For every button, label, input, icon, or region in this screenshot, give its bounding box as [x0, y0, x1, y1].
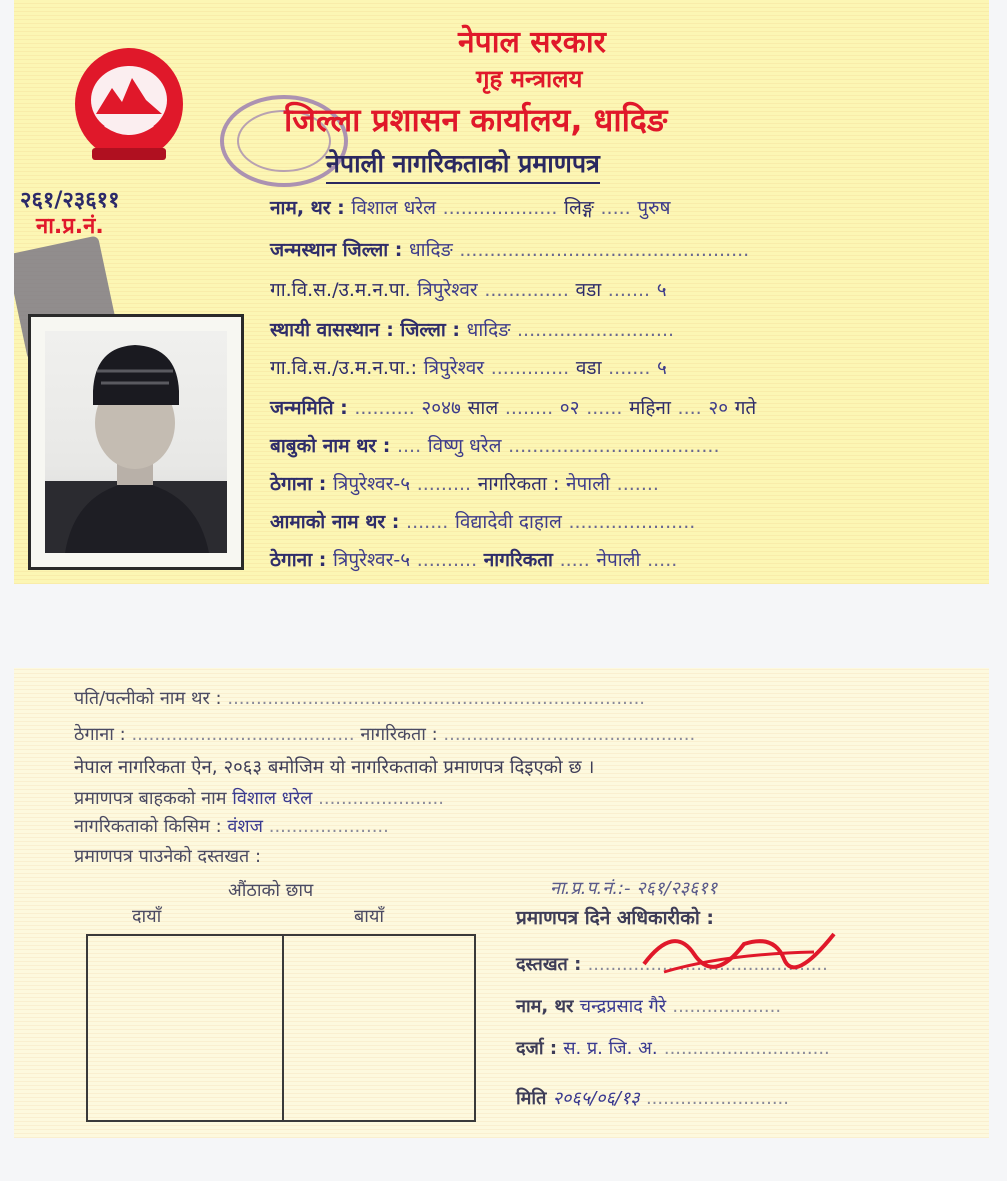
dob-day-label: गते [734, 397, 757, 419]
sex-label: लिङ्ग [564, 197, 594, 219]
father-address-row: ठेगाना : त्रिपुरेश्वर-५ ......... नागरिकता : नेपाली ....... [270, 473, 659, 495]
permanent-ward-value: ५ [657, 357, 667, 379]
signature-scribble-icon [634, 914, 854, 984]
left-thumb-label: बायाँ [354, 906, 385, 927]
spouse-citizenship-label: नागरिकता : [360, 724, 438, 745]
permanent-address-row: स्थायी वासस्थान : जिल्ला : धादिङ .......................... [270, 319, 675, 341]
dob-month-label: महिना [629, 397, 671, 419]
date-row: मिति २०६५/०६/१३ ......................... [516, 1088, 789, 1109]
date-label: मिति [516, 1088, 547, 1109]
spouse-address-label: ठेगाना : [74, 724, 126, 745]
mother-citizenship-label: नागरिकता [483, 549, 553, 571]
rank-row: दर्जा : स. प्र. जि. अ. ............................. [516, 1038, 830, 1059]
thumbprint-divider [282, 936, 284, 1120]
dob-month: ०२ [559, 397, 580, 419]
father-value: विष्णु धरेल [427, 435, 502, 457]
issuer-signature-row: दस्तखत : .......................................... [516, 954, 828, 975]
certificate-number-label: ना.प्र.नं. [36, 214, 104, 239]
document-title: नेपाली नागरिकताको प्रमाणपत्र [326, 146, 600, 184]
vdc-row: गा.वि.स./उ.म.न.पा. त्रिपुरेश्वर .............. वडा ....... ५ [270, 279, 667, 301]
dob-day: २० [708, 397, 729, 419]
office-heading: जिल्ला प्रशासन कार्यालय, धादिङ [284, 101, 668, 139]
officer-name-label: नाम, थर [516, 996, 574, 1017]
permanent-district-value: धादिङ [466, 319, 511, 341]
vdc-label: गा.वि.स./उ.म.न.पा. [270, 279, 411, 301]
holder-value: विशाल धरेल [232, 788, 313, 809]
officer-name-row: नाम, थर चन्द्रप्रसाद गैरे ................... [516, 996, 782, 1017]
birthplace-label: जन्मस्थान जिल्ला : [270, 239, 403, 261]
certificate-back [14, 668, 989, 1138]
citizenship-type-value: वंशज [227, 816, 263, 837]
holder-label: प्रमाणपत्र बाहकको नाम [74, 788, 227, 809]
act-statement: नेपाल नागरिकता ऐन, २०६३ बमोजिम यो नागरिकताको प्रमाणपत्र दिइएको छ । [74, 757, 595, 778]
permanent-address-label: स्थायी वासस्थान : जिल्ला : [270, 319, 461, 341]
permanent-ward-label: वडा [575, 357, 602, 379]
mother-address-row: ठेगाना : त्रिपुरेश्वर-५ .......... नागरिकता ..... नेपाली ..... [270, 549, 678, 571]
right-thumb-label: दायाँ [132, 906, 162, 927]
issuer-signature-label: दस्तखत : [516, 954, 582, 975]
birthplace-row: जन्मस्थान जिल्ला : धादिङ ................................................ [270, 239, 750, 261]
name-label: नाम, थर : [270, 197, 345, 219]
father-citizenship-value: नेपाली [565, 473, 611, 495]
dob-row: जन्ममिति : .......... २०४७ साल ........ ०२ ...... महिना .... २० गते [270, 397, 757, 419]
thumbprint-label: औंठाको छाप [228, 880, 314, 901]
holder-row: प्रमाणपत्र बाहकको नाम विशाल धरेल ...................... [74, 788, 445, 809]
permanent-vdc-label: गा.वि.स./उ.म.न.पा.: [270, 357, 418, 379]
permanent-vdc-value: त्रिपुरेश्वर [423, 357, 485, 379]
birthplace-value: धादिङ [408, 239, 453, 261]
father-address-label: ठेगाना : [270, 473, 327, 495]
mother-address-label: ठेगाना : [270, 549, 327, 571]
mother-row: आमाको नाम थर : ....... विद्यादेवी दाहाल ..................... [270, 511, 696, 533]
thumbprint-box [86, 934, 476, 1122]
recipient-signature-label: प्रमाणपत्र पाउनेको दस्तखत : [74, 846, 262, 867]
certificate-number: २६१/२३६११ [20, 188, 120, 213]
issuer-number: ना.प्र.प.नं.:- २६१/२३६११ [550, 878, 718, 899]
officer-name-value: चन्द्रप्रसाद गैरे [579, 996, 667, 1017]
rank-value: स. प्र. जि. अ. [563, 1038, 658, 1059]
citizenship-type-label: नागरिकताको किसिम : [74, 816, 222, 837]
issuer-label: प्रमाणपत्र दिने अधिकारीको : [516, 907, 714, 929]
mother-address-value: त्रिपुरेश्वर-५ [332, 549, 411, 571]
citizenship-type-row: नागरिकताको किसिम : वंशज ..................... [74, 816, 389, 837]
mother-label: आमाको नाम थर : [270, 511, 400, 533]
ward-value: ५ [656, 279, 667, 301]
sex-value: पुरुष [637, 197, 671, 219]
ward-label: वडा [575, 279, 602, 301]
certificate-front [14, 0, 989, 584]
spouse-address-row: ठेगाना : ....................................... नागरिकता : ............................................ [74, 724, 696, 745]
dob-year-label: साल [467, 397, 499, 419]
father-label: बाबुको नाम थर : [270, 435, 391, 457]
holder-photo [28, 314, 244, 570]
dob-year: २०४७ [421, 397, 461, 419]
father-citizenship-label: नागरिकता : [477, 473, 560, 495]
permanent-vdc-row: गा.वि.स./उ.म.न.पा.: त्रिपुरेश्वर ............. वडा ....... ५ [270, 357, 667, 379]
spouse-label: पति/पत्नीको नाम थर : [74, 688, 222, 709]
dob-label: जन्ममिति : [270, 397, 348, 419]
ministry-heading: गृह मन्त्रालय [476, 65, 583, 93]
rank-label: दर्जा : [516, 1038, 558, 1059]
vdc-value: त्रिपुरेश्वर [417, 279, 478, 301]
photo-image [45, 331, 227, 553]
name-value: विशाल धरेल [351, 197, 437, 219]
father-address-value: त्रिपुरेश्वर-५ [332, 473, 411, 495]
mother-value: विद्यादेवी दाहाल [454, 511, 562, 533]
mother-citizenship-value: नेपाली [596, 549, 641, 571]
date-value: २०६५/०६/१३ [552, 1088, 640, 1109]
nepal-emblem-icon [70, 44, 188, 166]
name-row: नाम, थर : विशाल धरेल ................... लिङ्ग ..... पुरुष [270, 197, 671, 219]
person-portrait-icon [45, 331, 227, 553]
father-row: बाबुको नाम थर : .... विष्णु धरेल ................................... [270, 435, 720, 457]
government-heading: नेपाल सरकार [458, 25, 606, 60]
spouse-row: पति/पत्नीको नाम थर : ......................................................................... [74, 688, 646, 709]
